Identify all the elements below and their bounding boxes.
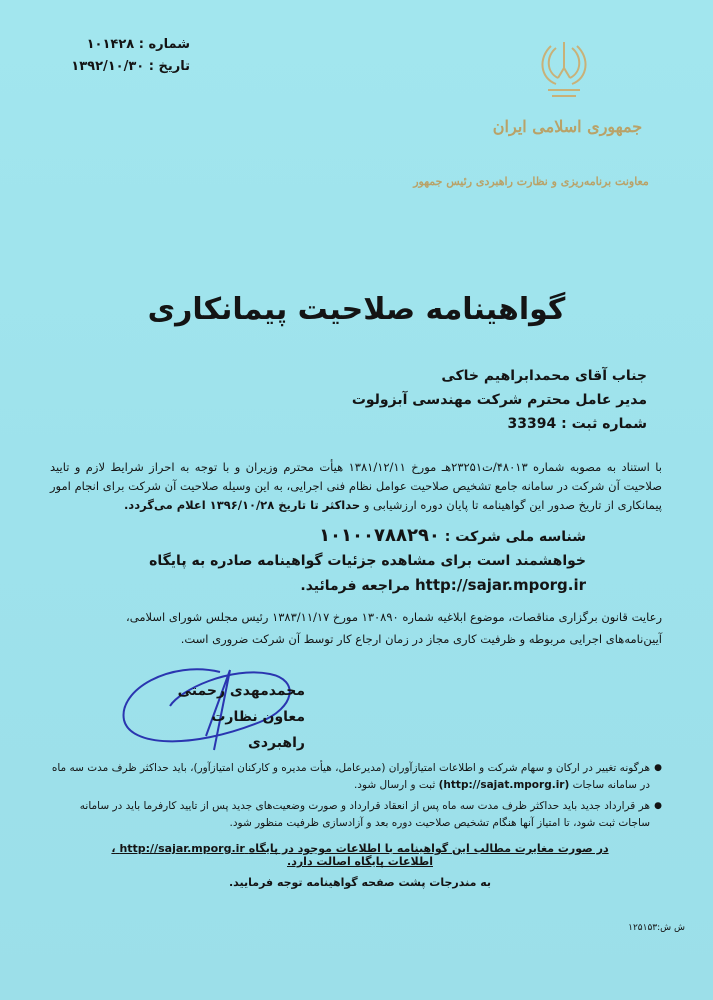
document-number: شماره : ۱۰۱۴۲۸ [86,37,190,52]
page-title: گواهینامه صلاحیت پیمانکاری [147,292,566,327]
gov-department: معاونت برنامه‌ریزی و نظارت راهبردی رئیس جمهور [413,175,649,188]
validity-warning [90,842,630,868]
sajat-link[interactable]: (http://sajat.mporg.ir) [438,779,570,791]
national-id-block [120,524,586,598]
signer-name: محمدمهدی رحمتی [177,683,305,699]
compliance-paragraph [50,606,662,650]
portal-instruction-end: مراجعه فرمائید. [300,578,411,594]
portal-link[interactable]: http://sajar.mporg.ir [414,576,586,594]
addressee-name: جناب آقای محمدابراهیم خاکی [441,368,647,384]
warning-text-end: ، اطلاعات پایگاه اصالت دارد. [111,842,433,868]
gov-name: جمهوری اسلامی ایران [492,117,643,136]
footer-code: ش ش:۱۲۵۱۵۳ [628,923,685,933]
note-text-end: ثبت و ارسال شود. [353,779,436,791]
document-date: تاریخ : ۱۳۹۲/۱۰/۳۰ [71,59,190,74]
note-item [50,760,662,794]
back-page-note: به مندرجات پشت صفحه گواهینامه توجه فرمایید. [228,876,492,889]
iran-emblem-icon [538,38,590,102]
warning-link[interactable]: http://sajar.mporg.ir [119,842,245,855]
certificate-paragraph [50,458,662,515]
national-id-label: شناسه ملی شرکت : [444,529,586,545]
addressee-block [227,364,647,436]
national-id-value: ۱۰۱۰۰۷۸۸۲۹۰ [319,525,440,546]
document-meta [70,34,190,78]
portal-instruction: خواهشمند است برای مشاهده جزئیات گواهینامه صادره به پایگاه [149,553,586,569]
signer-position: معاون نظارت راهبردی [211,709,305,751]
note-text: هرگونه تغییر در ارکان و سهام شرکت و اطلاعات امتیازآوران (مدیرعامل، هیأت مدیره و کارکنان امتیازآور)، باید حداکثر ظرف مدت سه ماه در سامانه ساجات [51,762,650,791]
registration-number: شماره ثبت : 33394 [507,416,647,432]
notes-list [50,760,662,836]
compliance-line2: آیین‌نامه‌های اجرایی مربوطه و ظرفیت کاری مجاز در زمان ارجاع کار توسط آن شرکت ضروری است. [180,632,662,646]
certificate-text: با استناد به مصوبه شماره ۴۸۰۱۳/ت۲۳۲۵۱هـ مورخ ۱۳۸۱/۱۲/۱۱ هیأت محترم وزیران و با توجه به احراز شرایط لازم و تایید صلاحیت آن شرکت در سامانه جامع تشخیص صلاحیت عوامل نظام فنی اجرایی، به این وسیله صلاحیت آن شرکت برای انجام امور پیمانکاری از تاریخ صدور این گواهینامه تا پایان دوره ارزشیابی و [50,460,662,512]
warning-text: در صورت مغایرت مطالب این گواهینامه با اطلاعات موجود در پایگاه [248,842,609,855]
compliance-line1: رعایت قانون برگزاری مناقصات، موضوع ابلاغیه شماره ۱۳۰۸۹۰ مورخ ۱۳۸۳/۱۱/۱۷ رئیس مجلس شورای اسلامی، [126,610,662,624]
certificate-deadline: حداکثر تا تاریخ ۱۳۹۶/۱۰/۲۸ اعلام می‌گردد. [123,498,361,512]
note-item: ● هر قرارداد جدید باید حداکثر ظرف مدت سه ماه پس از انعقاد قرارداد و صورت وضعیت‌های جدید پس از تایید کارفرما باید در سامانه ساجات ثبت شود، تا امتیاز آنها هنگام تشخیص صلاحیت دوره بعد و آزادسازی ظرفیت منظور شود. [50,798,662,832]
addressee-title: مدیر عامل محترم شرکت مهندسی آبزولوت [351,392,647,408]
signature-block [150,678,305,756]
